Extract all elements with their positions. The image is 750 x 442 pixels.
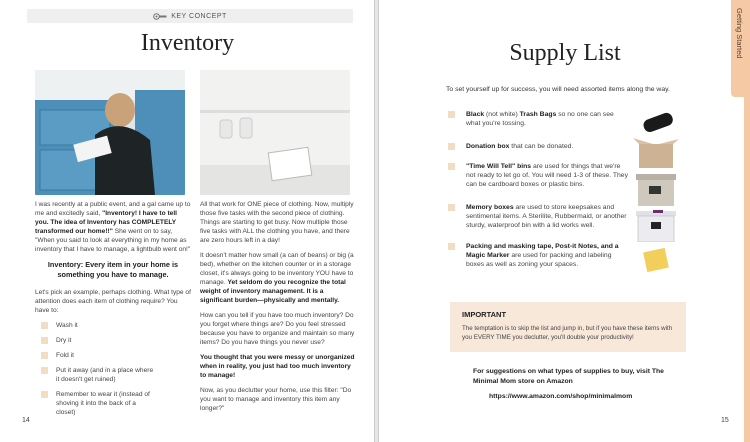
intro-text: I was recently at a public event, and a gal came up to me and excitedly said, <box>35 201 191 217</box>
paragraph: All that work for ONE piece of clothing. Now, multiply those five tasks with the second piece of clothing. Things are starting to get busy. Now multiple those five tasks with ALL the clothing you have, and there are zero hours left in a day! <box>200 201 354 244</box>
page-number: 15 <box>721 417 729 424</box>
supply-name: Black <box>466 111 485 118</box>
task-item <box>41 351 155 360</box>
supply-item <box>448 203 628 231</box>
amazon-store-link[interactable]: https://www.amazon.com/shop/minimalmom <box>489 393 633 400</box>
task-list <box>35 321 155 417</box>
important-box <box>450 302 686 352</box>
paragraph-emphasis: You thought that you were messy or unorganized when in reality, you just had too much inventory to manage! <box>200 354 355 379</box>
task-text: Fold it <box>56 352 74 359</box>
bullet-square-icon <box>448 143 455 150</box>
task-item <box>41 336 155 345</box>
key-concept-label: KEY CONCEPT <box>171 12 227 20</box>
page-number: 14 <box>22 417 30 424</box>
post-it-notes-image <box>633 246 679 274</box>
paragraph <box>200 251 356 305</box>
supply-desc: are used for packing and labeling boxes as well as zoning your spaces. <box>466 251 612 269</box>
paragraph-emphasis: Yet seldom do you recognize the total weight of inventory management. It is a significant burden—physically and mentally. <box>200 279 346 304</box>
bullet-square-icon <box>448 243 455 250</box>
intro-quote: "Inventory! I have to tell you. The idea of Inventory has COMPLETELY transformed our home!!" <box>35 210 178 235</box>
supply-list <box>448 110 628 276</box>
right-page <box>378 0 750 442</box>
bullet-square-icon <box>448 204 455 211</box>
paragraph: How can you tell if you have too much inventory? Do you forget where things are? Do you feel stressed because you have to organize and maintain so many items? Do you have things you never use? <box>200 312 355 346</box>
intro-text: To set yourself up for success, you will need assorted items along the way. <box>446 86 670 93</box>
supply-item <box>448 162 628 190</box>
supply-name: Memory boxes <box>466 203 514 211</box>
clothing-paragraph: Let's pick an example, perhaps clothing. What type of attention does each item of clothing require? You have to: <box>35 289 191 314</box>
page-title: Inventory <box>140 30 235 56</box>
bullet-square-icon <box>41 352 48 359</box>
supply-name: "Time Will Tell" bins <box>466 162 532 170</box>
supply-name: Packing and masking tape, Post-it Notes, and a Magic Marker <box>466 242 619 259</box>
paragraph: Now, as you declutter your home, use this filter: "Do you want to manage and inventory this item any longer?" <box>200 387 352 412</box>
bullet-square-icon <box>41 322 48 329</box>
supply-name: Donation box <box>466 142 510 150</box>
left-text-column <box>35 200 191 423</box>
bullet-square-icon <box>41 367 48 374</box>
supply-name: Trash Bags <box>519 111 557 118</box>
task-text: Dry it <box>56 337 72 344</box>
bright-kitchen-clipboard-photo <box>200 70 350 195</box>
key-icon <box>153 13 167 20</box>
bullet-square-icon <box>448 111 455 118</box>
supply-item <box>448 142 628 151</box>
right-text-column <box>200 200 356 419</box>
section-tab-label: Getting Started <box>735 8 744 59</box>
task-text: Remember to wear it (instead of shoving it into the back of a closet) <box>56 391 150 416</box>
page-title: Supply List <box>509 40 621 66</box>
intro-text-cont: She went on to say, "When you said to look at everything in my home as inventory that I have to manage, a lightbulb went on!" <box>35 228 191 253</box>
trash-bag-roll-image <box>633 110 679 136</box>
bullet-square-icon <box>41 337 48 344</box>
important-heading: IMPORTANT <box>462 310 507 319</box>
inventory-callout: Inventory: Every item in your home is something you have to manage. <box>47 260 179 279</box>
task-item <box>41 321 155 330</box>
supply-desc: (not white) <box>484 111 520 118</box>
memory-box-image <box>633 210 679 242</box>
task-text: Wash it <box>56 322 78 329</box>
key-concept-banner <box>27 9 353 23</box>
task-item <box>41 390 155 417</box>
intro-paragraph <box>35 200 191 254</box>
supply-desc: that can be donated. <box>509 142 574 150</box>
woman-organizing-drawer-photo <box>35 70 185 195</box>
paragraph <box>200 353 356 380</box>
supply-item <box>448 110 628 129</box>
cardboard-box-image <box>633 136 679 168</box>
supply-item <box>448 242 628 270</box>
bullet-square-icon <box>41 391 48 398</box>
section-strip <box>744 97 750 442</box>
bullet-square-icon <box>448 163 455 170</box>
supply-desc: are used to store keepsakes and sentimental items. A Sterilite, Rubbermaid, or another sturdy, waterproof bin with a lid works well. <box>466 203 627 230</box>
storage-bin-image <box>633 172 679 206</box>
task-item <box>41 366 155 384</box>
important-text: The temptation is to skip the list and jump in, but if you have these items with you EVERY TIME you declutter, you'll double your productivity! <box>462 325 673 341</box>
task-text: Put it away (and in a place where it doesn't get ruined) <box>56 367 154 383</box>
suggestion-text: For suggestions on what types of supplies to buy, visit The Minimal Mom store on Amazon <box>473 368 664 385</box>
supply-desc: so no one can see what you're tossing. <box>466 111 614 128</box>
supply-desc: are used for things that we're not ready to let go of. You will need 1-3 of these. They can be cardboard boxes or plastic bins. <box>466 162 628 189</box>
paragraph-text: It doesn't matter how small (a can of beans) or big (a bed), whether on the kitchen counter or in a storage closet, it's always going to be inventory YOU have to manage. <box>200 252 354 286</box>
